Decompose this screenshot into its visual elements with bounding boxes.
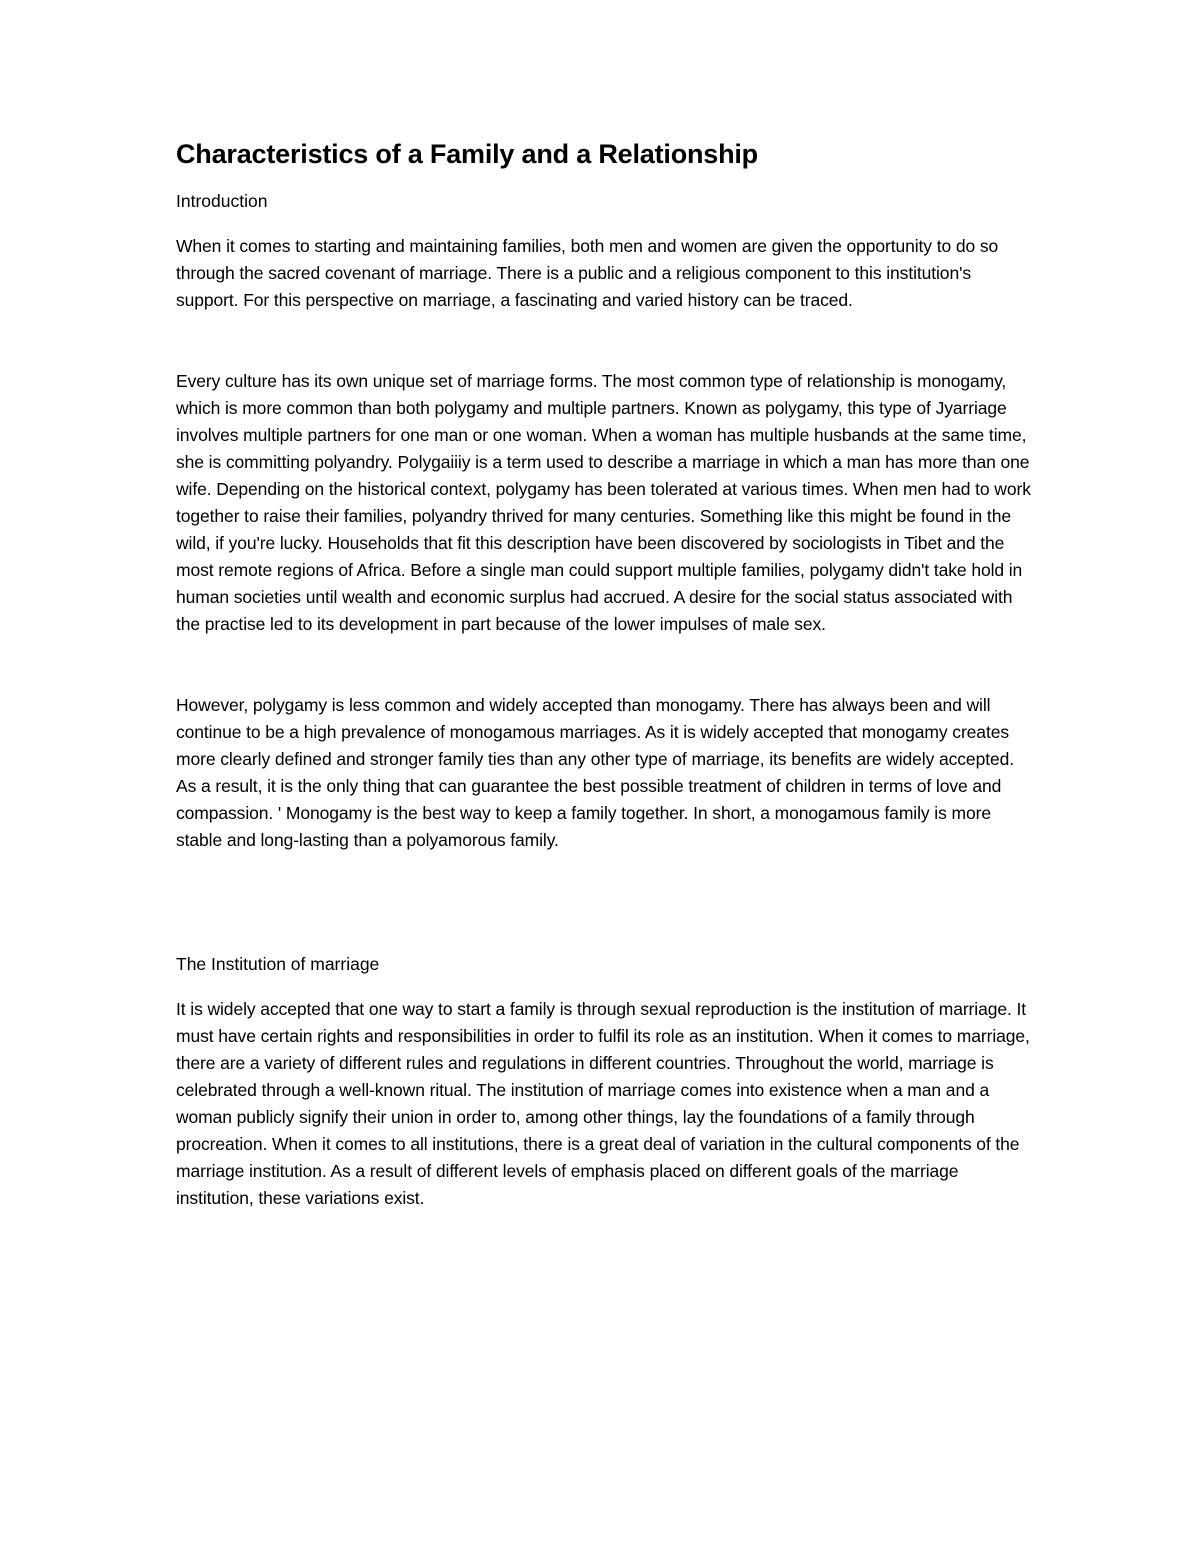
document-title: Characteristics of a Family and a Relationship bbox=[176, 139, 758, 169]
institution-paragraph: It is widely accepted that one way to start a family is through sexual reproduction is the institution of marriage. It must have certain rights and responsibilities in order to fulfil its role as an institution. When it comes to marriage, there are a variety of different rules and regulations in different countries. Throughout the world, marriage is celebrated through a well-known ritual. The institution of marriage comes into existence when a man and a woman publicly signify their union in order to, among other things, lay the foundations of a family through procreation. When it comes to all institutions, there is a great deal of variation in the cultural components of the marriage institution. As a result of different levels of emphasis placed on different goals of the marriage institution, these variations exist. bbox=[176, 999, 1030, 1208]
monogamy-paragraph: However, polygamy is less common and widely accepted than monogamy. There has always been and will continue to be a high prevalence of monogamous marriages. As it is widely accepted that monogamy creates more clearly defined and stronger family ties than any other type of marriage, its benefits are widely accepted. As a result, it is the only thing that can guarantee the best possible treatment of children in terms of love and compassion. ' Monogamy is the best way to keep a family together. In short, a monogamous family is more stable and long-lasting than a polyamorous family. bbox=[176, 695, 1014, 850]
intro-heading: Introduction bbox=[176, 191, 268, 211]
marriage-forms-paragraph: Every culture has its own unique set of marriage forms. The most common type of relationship is monogamy, which is more common than both polygamy and multiple partners. Known as polygamy, this type of Jyarriage involves multiple partners for one man or one woman. When a woman has multiple husbands at the same time, she is committing polyandry. Polygaiiiy is a term used to describe a marriage in which a man has more than one wife. Depending on the historical context, polygamy has been tolerated at various times. When men had to work together to raise their families, polyandry thrived for many centuries. Something like this might be found in the wild, if you're lucky. Households that fit this description have been discovered by sociologists in Tibet and the most remote regions of Africa. Before a single man could support multiple families, polygamy didn't take hold in human societies until wealth and economic surplus had accrued. A desire for the social status associated with the practise led to its development in part because of the lower impulses of male sex. bbox=[176, 371, 1031, 634]
document-body bbox=[176, 132, 1036, 1212]
section-heading: The Institution of marriage bbox=[176, 954, 380, 974]
intro-paragraph: When it comes to starting and maintaining families, both men and women are given the opportunity to do so through the sacred covenant of marriage. There is a public and a religious component to this institution's support. For this perspective on marriage, a fascinating and varied history can be traced. bbox=[176, 236, 999, 310]
